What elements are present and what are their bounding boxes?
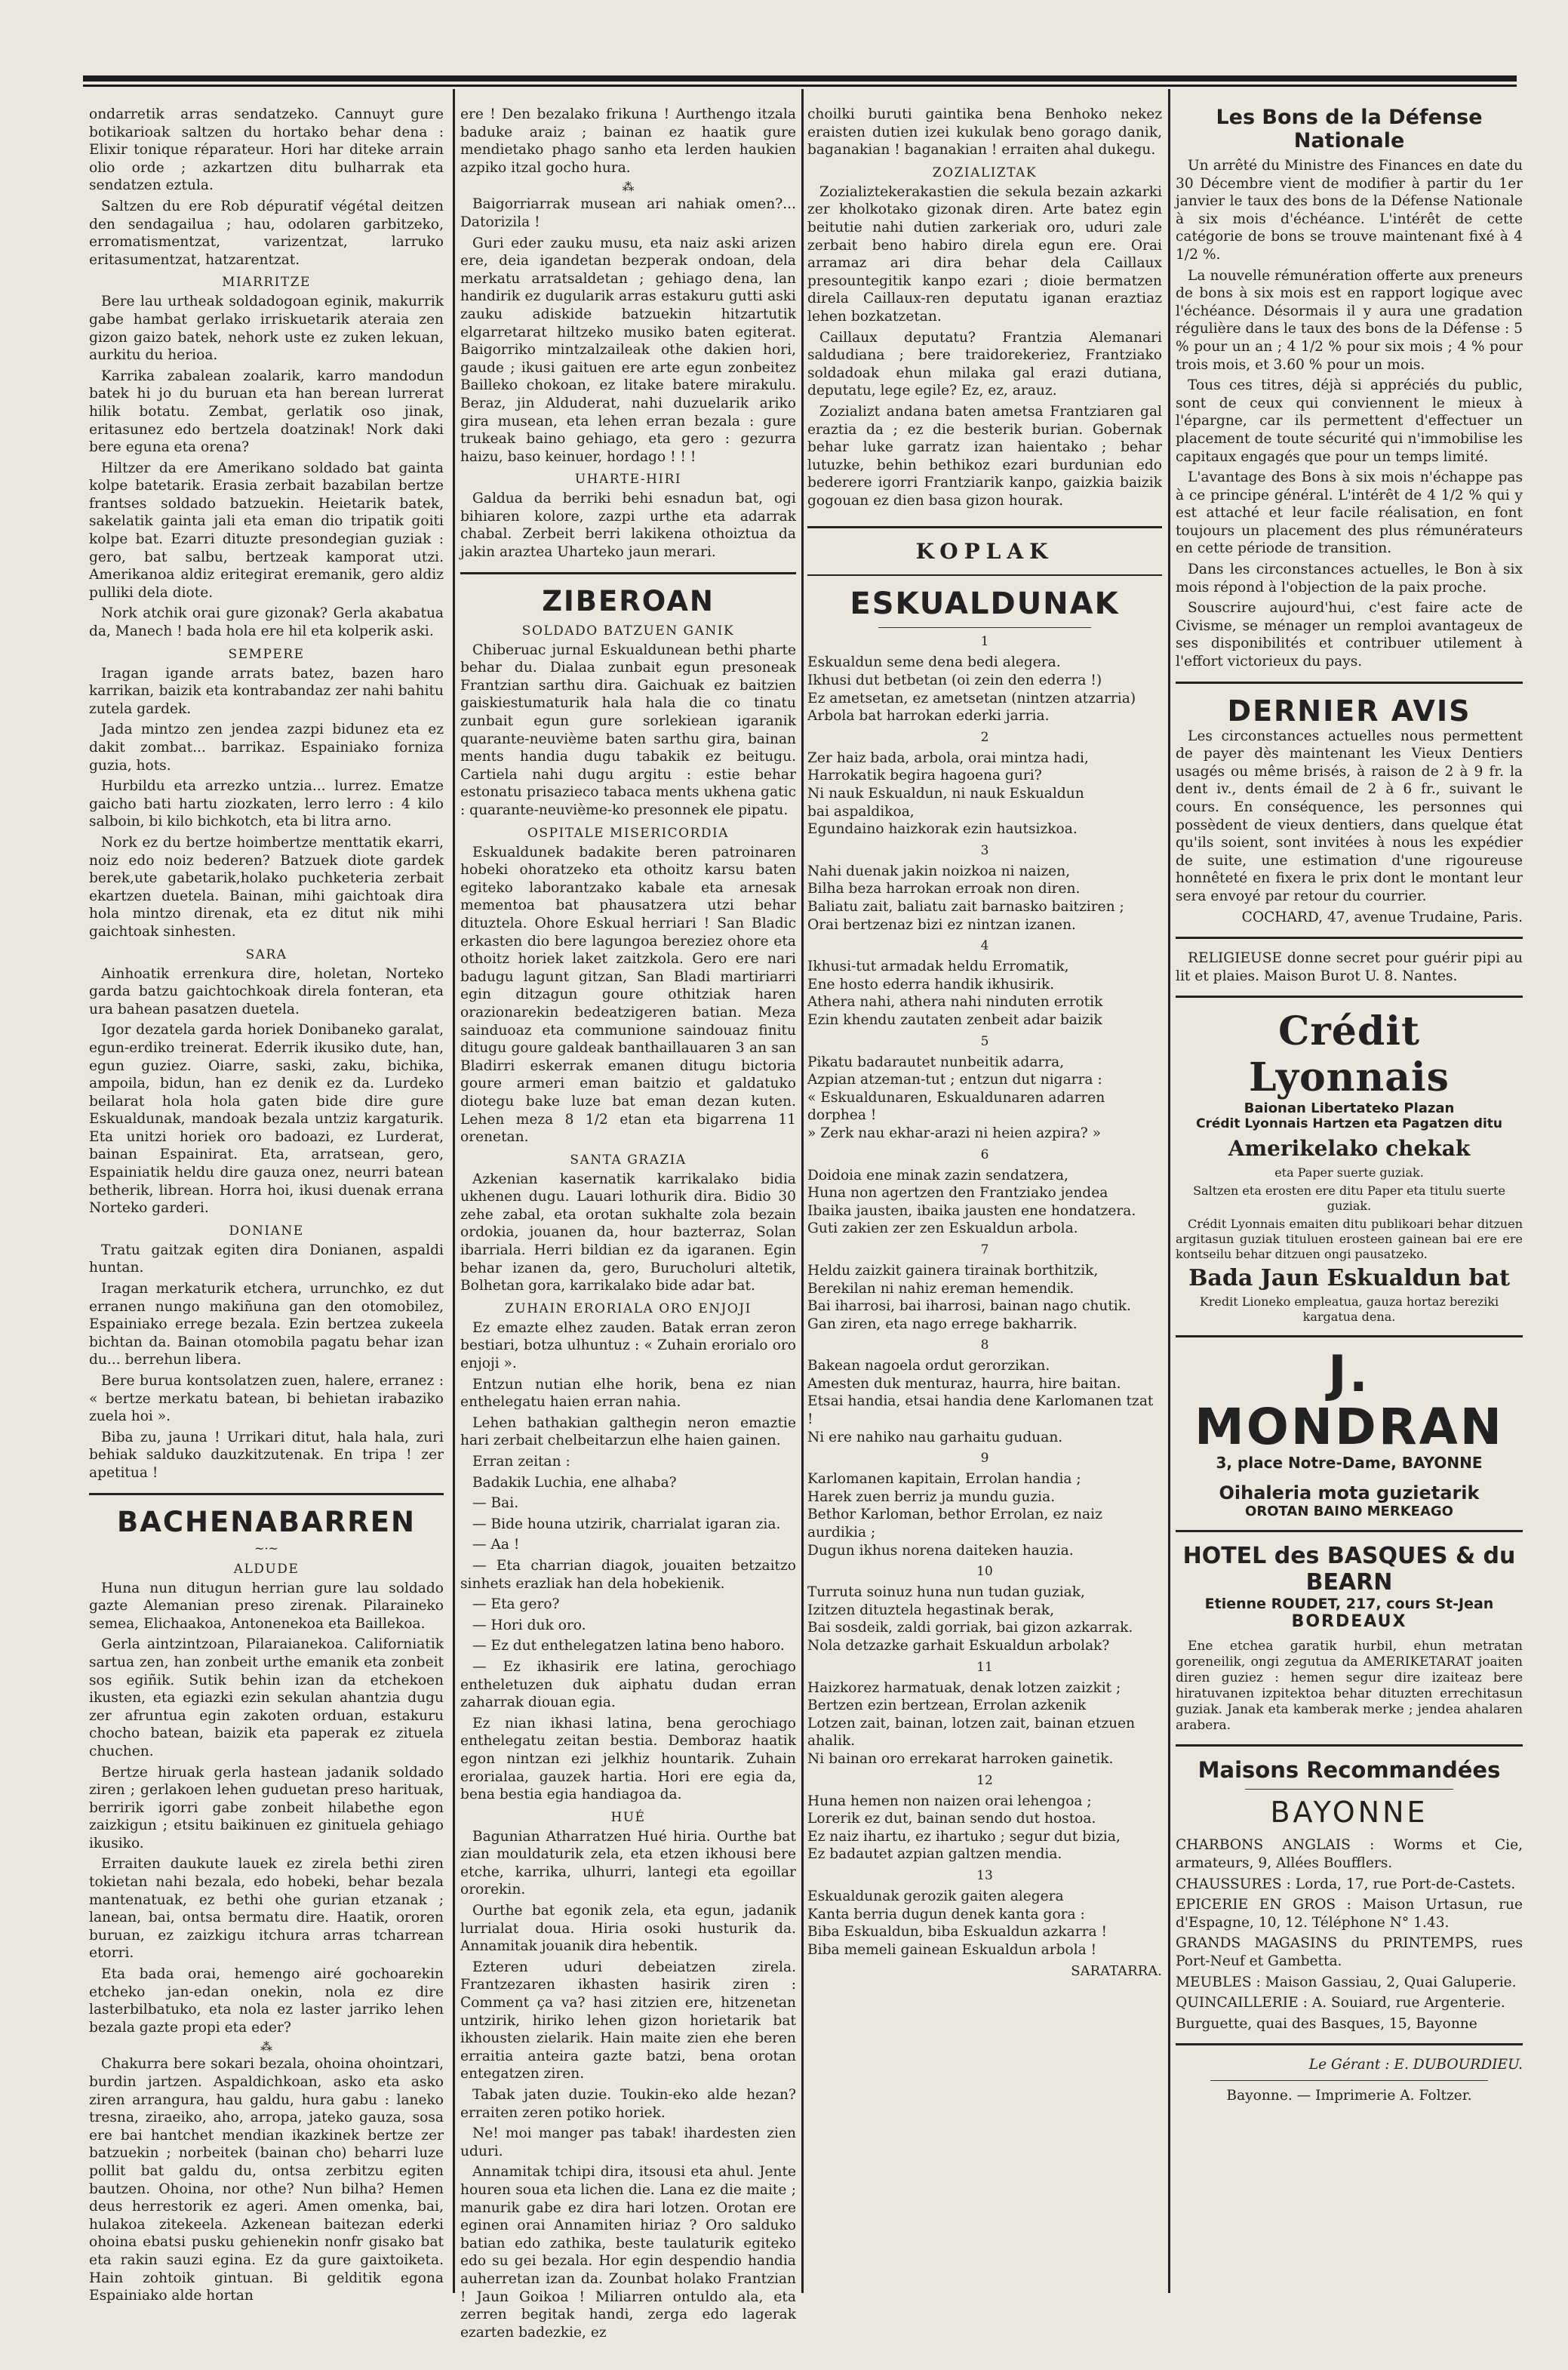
paragraph: Baigorriarrak musean ari nahiak omen?... Datorizila ! [460,196,796,230]
verse-line: Baliatu zait, baliatu zait barnasko baitziren ; [807,899,1124,915]
column-2 [460,106,796,2341]
verse-line: Bertzen ezin bertzean, Errolan azkenik [807,1697,1087,1714]
column-4 [1176,106,1523,2211]
section-heading: OSPITALE MISERICORDIA [527,825,730,841]
top-rule-thin [83,85,1517,87]
shop-entry: Burguette, quai des Basques, 15, Bayonne [1176,2015,1477,2032]
section-rule [460,572,796,574]
verse-line: Ikhusi-tut armadak heldu Erromatik, [807,959,1069,975]
paragraph: Erran zeitan : [472,1454,570,1470]
stanza-number: 9 [980,1451,989,1467]
column-divider [453,89,455,2293]
verse-line: Azpian atzeman-tut ; entzun dut nigarra : [807,1072,1102,1088]
ad-subtitle: Baionan Libertateko Plazan [1244,1100,1455,1117]
section-heading: DONIANE [229,1223,304,1239]
paragraph: Hurbildu eta arrezko untzia... lurrez. Ematze gaicho bati hartu ziozkaten, lerro lerro : 4 kilo salboin, bi kilo bichkotch, eta bi litra arno. [89,778,444,830]
stanza [807,958,1162,1029]
ad-address: Etienne ROUDET, 217, cours St-Jean [1204,1596,1494,1613]
paragraph: Bertze hiruak gerla hastean jadanik soldado ziren ; gerlakoen lehen guduetan preso harituak, berririk igorri gabe zonbeit hilabethe egon zaizkigun ; etsitu baikinuen ez ginituela gehiago ikusiko. [89,1764,444,1851]
stanza [807,749,1162,839]
verse-line: » Zerk nau ekhar-arazi ni heien azpira? » [807,1125,1102,1141]
asterism-icon: ⁂ [260,2039,272,2055]
stanza-number: 10 [976,1564,993,1580]
verse-line: Turruta soinuz huna nun tudan guziak, [807,1584,1085,1601]
paragraph: Chakurra bere sokari bezala, ohoina ohointzari, burdin jartzen. Aspaldichkoan, asko eta asko ziren arrangura, hau galdu, hura gabu : laneko tresna, ziraeiko, aho, arropa, jateko gauza, sosa ere bai hantchet mendian ikazkinek bertze zer batzuekin ; norbeitek (bainan cho) beharri luze pollit bat galdu du, ontsa zerbitzu egiten bautzen. Ohoina, nor othe? Nun bilha? Hemen deus herrestorik ez ageri. Amen omenka, bai, hulakoa zitekeela. Azkenean baitezan ederki ohoina ebatsi pusku gehienekin nonfr gisako bat eta rakin sauzi egina. Ez da gure gaixtoiketa. Hain zohtoik gintuan. Bi gelditik egona Espainiako alde hortan [89,2056,444,2304]
stanza-number: 11 [976,1659,993,1675]
ad-city: BORDEAUX [1291,1612,1407,1632]
paragraph: Caillaux deputatu? Frantzia Alemanari saldudiana ; bere traidorekeriez, Frantziako soldadoak ehun milaka gal erazi dutiana, deputatu, lege egile? Ez, ez, arauz. [807,329,1162,399]
verse-line: Bilha beza harrokan erroak non diren. [807,881,1081,897]
stanza-number: 4 [980,938,989,954]
section-heading: UHARTE-HIRI [574,472,682,488]
paragraph: Ainhoatik errenkura dire, holetan, Norteko garda batzu gaichtochkoak direla fonteran, eta ura bahean pasatzen duetela. [89,965,444,1017]
verse-line: Izitzen dituztela hegastinak berak, [807,1602,1054,1618]
divider [1245,1789,1453,1790]
paragraph: Zozializt andana baten ametsa Frantziaren gal eraztia da ; ez die besterik burian. Gobernak behar luke garratz izan haientako ; behar lutuzke, behin bethikoz ezari burdunian edo bederere igorri Frantziarik kanpo, gaizkia baizik gogouan ez dien basa gizon hourak. [807,403,1162,509]
section-rule [89,1493,444,1495]
top-rule [83,75,1517,82]
paragraph: Entzun nutian elhe horik, bena ez nian enthelegatu haien erran nahia. [460,1376,796,1411]
ad-line: eta Paper suerte guziak. [1274,1165,1424,1180]
paragraph: Chiberuac jurnal Eskualdunean bethi pharte behar du. Dialaa zunbait egun presoneak Frantzian sarthu dira. Gaichuak ez baitzien gaiskiestumaturik hala hala die co tinatu zunbait egun gure sorlekiean igaranik quarante-neuvième baten sarthu gira, bainan ments handia dugu tabakik ez beitugu. Cartiela nahi dugu argitu : estie behar estonatu prisazieco tabaca ments ukhena gatic : quarante-neuvième-ko presonnek ele pipatu. [460,642,796,818]
stanza-number: 6 [980,1147,989,1162]
paragraph: Gerla aintzintzoan, Pilaraianekoa. Californiatik sartua zen, han zonbeit urthe emanik eta zonbeit sos egiñik. Sutik behin izan da etchekoen ikusten, eta egiazki ezin sekulan ahantzia dugu zer afruntua egin zakoten orduan, estakuru chocho batean, baizik eta paperak ez zituela chuchen. [89,1636,444,1759]
ad-subtitle: Crédit Lyonnais Hartzen eta Pagatzen ditu [1195,1116,1503,1132]
verse-line: Ni bainan oro errekarat harroken gainetik. [807,1750,1114,1767]
verse-line: Huna hemen non naizen orai lehengoa ; [807,1793,1092,1809]
stanza [807,1584,1162,1654]
stanza [807,1793,1162,1864]
ad-paragraph: Dans les circonstances actuelles, le Bon à six mois répond à l'objection de la paix proche. [1176,562,1523,596]
verse-line: Dugun ikhus norena daiteken hauzia. [807,1542,1074,1559]
section-heading: ZOZIALIZTAK [932,165,1038,180]
poem-title: ESKUALDUNAK [850,586,1120,622]
ad-heading: Amerikelako chekak [1228,1136,1471,1162]
verse-line: Orai bertzenaz bizi ez nintzan izanen. [807,916,1076,933]
ad-paragraph: L'avantage des Bons à six mois n'échappe pas à ce principe général. L'intérêt de 4 1/2 % qui y est attaché et leur facile réalisation, en font toujours un placement des plus rémunérateurs en cette période de transition. [1176,469,1523,557]
ad-paragraph: Un arrêté du Ministre des Finances en date du 30 Décembre vient de modifier à partir du 1er janvier le taux des bons de la Défense Nationale à six mois d'échéance. L'intérêt de cette catégorie de bons se trouve maintenant fixé à 4 1/2 %. [1176,158,1523,263]
section-heading: ZUHAIN ERORIALA ORO ENJOJI [505,1300,752,1316]
section-rule [807,526,1162,528]
ornament-icon: ~·~ [254,1540,278,1556]
section-rule [807,574,1162,576]
ad-title: Crédit Lyonnais [1249,1008,1450,1101]
verse-line: Nahi duenak jakin noizkoa ni naizen, [807,863,1071,879]
verse-line: Eskualdun seme dena bedi alegera. [807,654,1061,671]
verse-line: Heldu zaizkit gainera tirainak borthitzik, [807,1262,1099,1279]
verse-line: Ibaika jausten, ibaika jausten ene hondatzera. [807,1202,1136,1219]
region-heading: BACHENABARREN [117,1505,416,1538]
shop-entry: QUINCAILLERIE : A. Souiard, rue Argenterie. [1176,1995,1505,2011]
verse-line: Ez ametsetan, ez ametsetan (nintzen atzarria) [807,690,1136,706]
ad-line: Kredit Lioneko empleatua, gauza hortaz bereziki kargatua dena. [1199,1294,1499,1325]
section-rule [1176,1335,1523,1337]
verse-line: Lotzen zait, bainan, lotzen zait, bainan etzuen ahalik. [807,1715,1136,1750]
verse-line: Haizkorez harmatuak, denak lotzen zaizkit ; [807,1679,1121,1696]
dialogue-line: — Bai. [472,1495,519,1512]
column-1 [89,106,444,2304]
paragraph: Karrika zabalean zoalarik, karro mandodun batek hi jo du buruan eta han berean lurrerat hilik botatu. Zembat, gerlatik oso jinak, eritasunez edo bertzela doatzinak! Nork daki bere eguna eta orena? [89,368,444,456]
ad-signature: COCHARD, 47, avenue Trudaine, Paris. [1241,909,1523,925]
paragraph: Erraiten daukute lauek ez zirela bethi ziren tokietan nahi bezala, edo hobeki, behar bezala mantenatuak, ez bethi ohe gurian etzanak ; lanean, bai, ontsa bermatu dire. Haatik, ororen buruan, ez zaizkigu itchura arras tcharrean etorri. [89,1856,444,1962]
paragraph: Tabak jaten duzie. Toukin-eko alde hezan? erraiten zeren potiko horiek. [460,2087,796,2121]
section-rule [1176,996,1523,998]
verse-line: Ikhusi dut betbetan (oi zein den ederra !) [807,673,1102,689]
divider [1210,2080,1488,2081]
ad-line: OROTAN BAINO MERKEAGO [1245,1504,1453,1520]
ad-line: Saltzen eta erosten ere ditu Paper eta titulu suerte guziak. [1193,1183,1505,1214]
column-divider [801,89,804,2293]
ad-paragraph: RELIGIEUSE donne secret pour guérir pipi au lit et plaies. Maison Burot U. 8. Nantes. [1176,950,1523,984]
paragraph: Bere lau urtheak soldadogoan eginik, makurrik gabe hambat gerlako irriskuetarik ateraia zen gizon gaizo batek, nehork uste ez zuken lekuan, aurkitu du herioa. [89,294,444,364]
verse-line: Guti zakien zer zen Eskualdun arbola. [807,1220,1078,1237]
dialogue-line: — Eta charrian diagok, jouaiten betzaitzo sinhets erazliak han dela hobekienik. [460,1557,796,1592]
paragraph: Azkenian kasernatik karrikalako bidia ukhenen dugu. Lauari lothurik dira. Bidio 30 zehe zabal, eta orotan sukhalte zola bezain ordokia, jouanen da, hour bazterraz, Solan ibarriala. Herri bildian ez da igaranen. Egin behar izanen da, gero, Burucholuri altetik, Bolhetan gora, karrikalako bide adar bat. [460,1171,796,1294]
paragraph: Annamitak tchipi dira, itsousi eta ahul. Jente houren soua eta lichen die. Lana ez die maite ; manurik gabe ez dira hari lotzen. Orotan ere eginen orai Annamiten hiriaz ? Oro salduko batian edo zathika, beste taulaturik egiteko edo su gei bezala. Hor egin despendio handia auherretan izan da. Zounbat holako Frantzian ! Jaun Goikoa ! Miliarren ontuldo ala, eta zerren begitak handi, zerga edo lagerak ezarten badezkie, ez [460,2164,796,2341]
stanza [807,1679,1162,1768]
verse-line: Bai sosdeik, zaldi gorriak, bai gizon azkarrak. [807,1620,1133,1636]
stanza [807,863,1162,934]
paragraph: Eskualdunek badakite beren patroinaren hobeki ohoratzeko eta othoitz karsu baten egiteko laborantzako kabale eta arnesak mementoa bat phausatzera utzi behar dituztela. Ohore Eskual herriari ! San Bladic erkasten dio bere lagungoa bereziez ohore eta othoitz horiek laket zaitzkola. Gero ere nari badugu lagunt gitzan, San Bladi martiriarri egin ditzagun goure othitziak haren orazionarekin bedeatzigeren batian. Meza sainduoaz eta communione saindouaz finitu ditugu goure galdeak banthaillauaren 3 an san Bladirri eskerrak emanen ditugu bictoria goure armeri eman baitzio et galdatuko diotegu bake luze bat eman dezan kuten. Lehen meza 8 1/2 etan eta bigarrena 11 orenetan. [460,844,796,1146]
asterism-icon: ⁂ [622,180,635,195]
stanza [807,1262,1162,1333]
paragraph: Nork atchik orai gure gizonak? Gerla akabatua da, Manech ! bada hola ere hil eta kolperik aski. [89,605,444,640]
stanza-number: 13 [976,1867,993,1883]
section-heading: ALDUDE [233,1561,300,1577]
shop-entry: MEUBLES : Maison Gassiau, 2, Quai Galuperie. [1176,1974,1517,1990]
koplak-heading: KOPLAK [915,539,1054,565]
paragraph: Eta bada orai, hemengo airé gochoarekin etcheko jan-edan onekin, nola ez dire lasterbilbatuko, eta nola ez laster jarriko lehen bezala gazte propi eta eder? [89,1966,444,2036]
imprimerie: Bayonne. — Imprimerie A. Foltzer. [1226,2087,1472,2104]
dialogue-line: Badakik Luchia, ene alhaba? [472,1474,677,1491]
verse-line: Bethor Karloman, bethor Errolan, ez naiz aurdikia ; [807,1507,1102,1541]
verse-line: Ene hosto ederra handik ikhusirik. [807,976,1055,993]
paragraph: Iragan merkaturik etchera, urrunchko, ez dut erranen nungo makiñuna gan den otomobilez, Espainiako errege bezala. Ezin bertzea zukeela bichtan da. Bainan otomobila pagatu behar izan du... berrehun libera. [89,1281,444,1368]
section-rule [1176,937,1523,939]
verse-line: Karlomanen kapitain, Errolan handia ; [807,1471,1081,1488]
verse-line: Amesten duk menturaz, haurra, hire baitan. [807,1375,1121,1392]
ad-line: Crédit Lyonnais emaiten ditu publikoari behar ditzuen argitasun guziak tituluen erosteen gainean bai ere ere kontseilu behar ditzuen ongi pausatzeko. [1176,1217,1523,1262]
stanza-number: 3 [980,842,989,858]
ad-paragraph: Souscrire aujourd'hui, c'est faire acte de Civisme, se ménager un remploi avantageux de ses disponibilités et contribuer utilement à l'effort victorieux du pays. [1176,600,1523,670]
verse-line: Arbola bat harrokan ederki jarria. [807,708,1050,725]
column-divider [1168,89,1170,2293]
verse-line: Athera nahi, athera nahi ninduten errotik [807,994,1103,1011]
ad-title: HOTEL des BASQUES & du BEARN [1182,1543,1516,1596]
section-rule [1176,682,1523,684]
shop-entry: CHARBONS ANGLAIS : Worms et Cie, armateurs, 9, Allées Boufflers. [1176,1837,1523,1871]
ad-address: 3, place Notre-Dame, BAYONNE [1216,1454,1483,1473]
ad-title: J. MONDRAN [1194,1345,1504,1457]
paragraph: Zozializtekerakastien die sekula bezain azkarki zer kholkotako gizonak diren. Arte batez egin beitutie nahi dutien zarkeriak oro, uduri zale zerbait beno habiro direla egun ere. Orai arramaz ari dira behar dela Caillaux presountegitik kanpo ezari ; dioie bermatzen direla Caillaux-ren deputatu iganan eraztiaz lehen bozkatzetan. [807,183,1162,325]
verse-line: Ni ere nahiko nau garhaitu guduan. [807,1429,1063,1445]
verse-line: Ez badautet azpian galtzen mendia. [807,1846,1062,1863]
section-heading: SEMPERE [228,646,305,662]
stanza-number: 2 [980,729,989,745]
verse-line: Harek zuen berriz ja mundu guzia. [807,1488,1056,1505]
stanza-number: 12 [976,1772,993,1788]
verse-line: Egundaino haizkorak ezin hautsizkoa. [807,821,1078,838]
stanza [807,654,1162,725]
paragraph: Ezteren uduri debeiatzen zirela. Frantzezaren ikhasten hasirik ziren : Comment ça va? hasi zitzien ere, hitzenetan untzirik, hiriko lehen gizon horietarik bat ikhousten zielarik. Hain maite zien ehe beren erraitia anteira gazte batzi, bena orotan entegatzen ziren. [460,1959,796,2082]
paragraph: Lehen bathakian galthegin neron emaztie hari zerbait chelbeitarzun elhe haien gainen. [460,1414,796,1449]
column-3 [807,106,1162,2211]
ad-title: DERNIER AVIS [1227,694,1471,728]
verse-line: Ezin khendu zautaten zenbeit adar baizik [807,1011,1102,1028]
verse-line: Ni nauk Eskualdun, ni nauk Eskualdun [807,786,1084,802]
ad-paragraph: Tous ces titres, déjà si appréciés du public, sont de ceux qui conviennent le mieux à l'épargne, car ils permettent d'effectuer un placement de toute sécurité qui n'immobilise les capitaux engagés que pour un temps limité. [1176,377,1523,465]
section-heading: SOLDADO BATZUEN GANIK [521,623,735,639]
verse-line: Berekilan ni nahiz ereman hemendik. [807,1280,1075,1297]
paragraph: Iragan igande arrats batez, bazen haro karrikan, baizik eta kontrabandaz zer nahi bahitu zutela gardek. [89,665,444,717]
poem-signature: SARATARRA. [1071,1963,1162,1980]
section-heading: MIARRITZE [222,275,311,291]
paragraph: Guri eder zauku musu, eta naiz aski arizen ere, deia igandetan bezperak ondoan, dela merkatu arratsaldetan ; gehiago dena, lan handirik ez dugularik arras estakuru gutti aski zauku adiskide batzuekin hitzartutik elgarretarat hiltzeko musiko baten egiterat. Baigorriko mintzalzaileak othe dakien hori, gaude ; ikusi gaituen ere arte egun zonbeitez Bailleko chokoan, ez litake batere mirakulu. Beraz, jin Alduderat, nahi duzuelarik ariko gira musean, eta lehen erran bezala : gure trukeak baino gehiago, eta gero : gezurra haizu, baso keinuer, hordago ! ! ! [460,235,796,465]
ad-city: BAYONNE [1270,1796,1428,1830]
paragraph: Bere burua kontsolatzen zuen, halere, erranez : « bertze merkatu batean, bi behietan irabaziko zuela hoi ». [89,1373,444,1425]
stanza-number: 1 [980,634,989,650]
dialogue-line: — Bide houna utzirik, charrialat igaran zia. [472,1516,781,1532]
paragraph: Jada mintzo zen jendea zazpi bidunez eta ez dakit zombat... barrikaz. Espainiako forniza guzia, hots. [89,722,444,774]
dialogue-line: — Aa ! [472,1537,520,1553]
stanza [807,1167,1162,1238]
verse-line: Doidoia ene minak zazin sendatzera, [807,1167,1068,1183]
paragraph: choilki buruti gaintika bena Benhoko nekez eraisten dutien izei kukulak beno gorago danik, baganakian ! baganakian ! erraiten ahal dukegu. [807,106,1162,159]
shop-list [1176,1836,1523,2033]
verse-line: Bai iharrosi, bai iharrosi, bainan nago chutik. [807,1298,1131,1315]
paragraph: Huna nun ditugun herrian gure lau soldado gazte Alemanian preso zirenak. Pilaraineko semea, Elichaakoa, Antonenekoa eta Baillekoa. [89,1580,444,1632]
ad-title: Maisons Recommandées [1198,1757,1501,1784]
verse-line: Etsai handia, etsai handia dene Karlomanen tzat ! [807,1393,1154,1428]
verse-line: Biba memeli gainean Eskualdun arbola ! [807,1941,1097,1958]
verse-line: Bakean nagoela ordut gerorzikan. [807,1358,1050,1374]
verse-line: Pikatu badarautet nunbeitik adarra, [807,1054,1065,1070]
shop-entry: GRANDS MAGASINS du PRINTEMPS, rues Port-Neuf et Gambetta. [1176,1935,1523,1969]
stanza-number: 7 [980,1242,989,1257]
section-heading: HUÉ [610,1809,646,1825]
ad-paragraph: Ene etchea garatik hurbil, ehun metratan goreneilik, ongi zegutua da AMERIKETARAT joaiten diren guziez : hemen segur dire izaiteaz bere hiratuvanen izpitektoa behar dituzten errechitasun guziak. Janak eta kamberak merke ; jendea ahalaren arabera. [1176,1639,1523,1734]
poem [807,634,1162,1959]
section-rule [1176,1530,1523,1532]
dialogue-line: — Hori duk oro. [472,1617,586,1633]
ad-title: Les Bons de la Défense Nationale [1216,106,1483,152]
dialogue-line: — Ez ikhasirik ere latina, gerochiago entheletuzen duk aiphatu dudan erran zaharrak diouan egia. [460,1658,796,1711]
verse-line: Lorerik ez dut, bainan sendo dut hostoa. [807,1811,1096,1827]
ad-heading: Oihaleria mota guzietarik [1219,1482,1480,1504]
paragraph: Saltzen du ere Rob dépuratif végétal deitzen den sendagailua ; hau, odolaren garbitzeko, erromatismentzat, varizentzat, larruko eritasumentzat, hatzarentzat. [89,198,444,268]
paragraph: Bagunian Atharratzen Hué hiria. Ourthe bat zian mouldaturik zela, eta etzen ikhousi bere etche, karrika, ulhurri, lantegi eta egoillar ororekin. [460,1828,796,1898]
verse-line: Huna non agertzen den Frantziako jendea [807,1185,1108,1202]
paragraph: Nork ez du bertze hoimbertze menttatik ekarri, noiz edo noiz bederen? Batzuek diote gardek berek,ute gabetarik,holako puchketeria zerbait ekartzen duetela. Bainan, mihi gaichtoak dira hola mintzo direnak, eta ez ditut nik mihi gaichtoak sinhesten. [89,834,444,940]
region-heading: ZIBEROAN [542,584,715,617]
ad-paragraph: La nouvelle rémunération offerte aux preneurs de bons à six mois est en rapport logique avec l'échéance. Désormais il y aura une gradation régulière dans le taux des bons de la Défense : 5 % pour un an ; 4 1/2 % pour six mois ; 4 % pour trois mois, et 3.60 % pour un mois. [1176,267,1523,373]
paragraph: Tratu gaitzak egiten dira Donianen, aspaldi huntan. [89,1242,444,1276]
verse-line: « Eskualdunaren, Eskualdunaren adarren dorphea ! [807,1089,1105,1124]
paragraph: Biba zu, jauna ! Urrikari ditut, hala hala, zuri behiak salduko dauzkitzutenak. En tripa ! zer apetitua ! [89,1429,444,1481]
section-rule [1176,1744,1523,1747]
paragraph: Ourthe bat egonik zela, eta egun, jadanik lurrialat doua. Hiria osoki husturik da. Annamitak jouanik dira hebentik. [460,1903,796,1955]
stanza [807,1470,1162,1559]
paragraph: ondarretik arras sendatzeko. Cannuyt gure botikarioak saltzen du hortako behar dena : Elixir tonique réparateur. Hori har diteke arrain olio orde ; azkartzen ditu bulharrak eta sendatzen eztula. [89,106,444,194]
verse-line: Gan ziren, eta nago errege bakharrik. [807,1316,1078,1332]
section-heading: SANTA GRAZIA [570,1152,687,1168]
section-heading: SARA [245,946,287,962]
verse-line: Zer haiz bada, arbola, orai mintza hadi, [807,749,1089,766]
shop-entry: CHAUSSURES : Lorda, 17, rue Port-de-Castets. [1176,1876,1516,1892]
gerant: Le Gérant : E. DUBOURDIEU. [1308,2057,1523,2073]
paragraph: Hiltzer da ere Amerikano soldado bat gainta kolpe batetarik. Erasia zerbait bazabilan bertze frantses soldado batzuekin. Heietarik batek, sakelatik gainta jali eta eman dio tripatik goiti kolpe bat. Ezarri dituzte presondegian guziak : gero, bat salbu, bertzeak kamporat utzi. Amerikanoa aldiz eritegirat eremanik, gero aldiz pulliki dela diote. [89,460,444,601]
verse-line: Harrokatik begira hagoena guri? [807,768,1042,784]
verse-line: Biba Eskualdun, biba Eskualdun azkarra ! [807,1924,1107,1941]
dialogue-line: — Eta gero? [472,1596,560,1613]
verse-line: Eskualdunak gerozik gaiten alegera [807,1888,1064,1904]
verse-line: Ez naiz ihartu, ez ihartuko ; segur dut bizia, [807,1828,1121,1845]
shop-entry: EPICERIE EN GROS : Maison Urtasun, rue d'Espagne, 10, 12. Téléphone N° 1.43. [1176,1897,1523,1931]
paragraph: ere ! Den bezalako frikuna ! Aurthengo itzala baduke araiz ; bainan ez haatik gure mendietako phago sanho eta lerden haukien azpiko itzal gocho hura. [460,106,796,176]
paragraph: Ez nian ikhasi latina, bena gerochiago enthelegatu zeitan bestia. Demboraz haatik egon nintzan ezi jelkhiz hountarik. Zuhain erorialaa, gauzek hartia. Hori ere egia da, bena bestia egia handiagoa da. [460,1715,796,1803]
section-rule [1176,2043,1523,2045]
paragraph: Igor dezatela garda horiek Donibaneko garalat, egun-erdiko treinerat. Ederrik ikusiko dute, han, egun guziez. Oiarre, saski, zaku, bichika, ampoila, bidun, han ez denik ez da. Lurdeko beilarat hola hola gaten bide dire gure Eskualdunak, mandoak bezala untziz kargaturik. Eta unitzi horiek oro badoazi, ez Lurderat, bainan Espainirat. Eta, arratsean, gero, Espainiatik heldu dire gauza onez, neurri batean betherik, librean. Horra hoi, ikusi duenak errana Norteko garderi. [89,1022,444,1217]
verse-line: bai aspaldikoa, [807,803,915,820]
stanza [807,1054,1162,1143]
stanza [807,1888,1162,1959]
paragraph: Ne! moi manger pas tabak! ihardesten zien uduri. [460,2125,796,2159]
stanza-number: 8 [980,1337,989,1353]
dialogue-line: — Ez dut enthelegatzen latina beno haboro. [472,1638,785,1654]
stanza [807,1357,1162,1446]
paragraph: Galdua da berriki behi esnadun bat, ogi bihiaren kolore, zazpi urthe eta adarrak chabal. Zerbeit berri lakikena othoiztua da jakin araztea Uharteko jaun merari. [460,491,796,561]
ad-heading: Bada Jaun Eskualdun bat [1188,1265,1510,1292]
stanza-number: 5 [980,1033,989,1049]
verse-line: Kanta berria dugun denek kanta gora : [807,1906,1085,1922]
divider [878,627,1091,628]
verse-line: Nola detzazke garhait Eskualdun arbolak? [807,1638,1110,1654]
paragraph: Ez emazte elhez zauden. Batak erran zeron bestiari, botza ulhuntuz : « Zuhain erorialo oro enjoji ». [460,1319,796,1372]
ad-paragraph: Les circonstances actuelles nous permettent de payer dès maintenant les Vieux Dentiers usagés ou même brisés, à raison de 2 à 9 fr. la dent iv., dents émail de 2 à 6 fr., suivant le cours. En conséquence, les personnes qui possèdent de vieux dentiers, dans quelque état qu'ils soient, sont invitées à nous les expédier de suite, une estimation d'une rigoureuse honnêteté en fixera le prix dont le montant leur sera envoyé par retour du courrier. [1176,728,1523,904]
